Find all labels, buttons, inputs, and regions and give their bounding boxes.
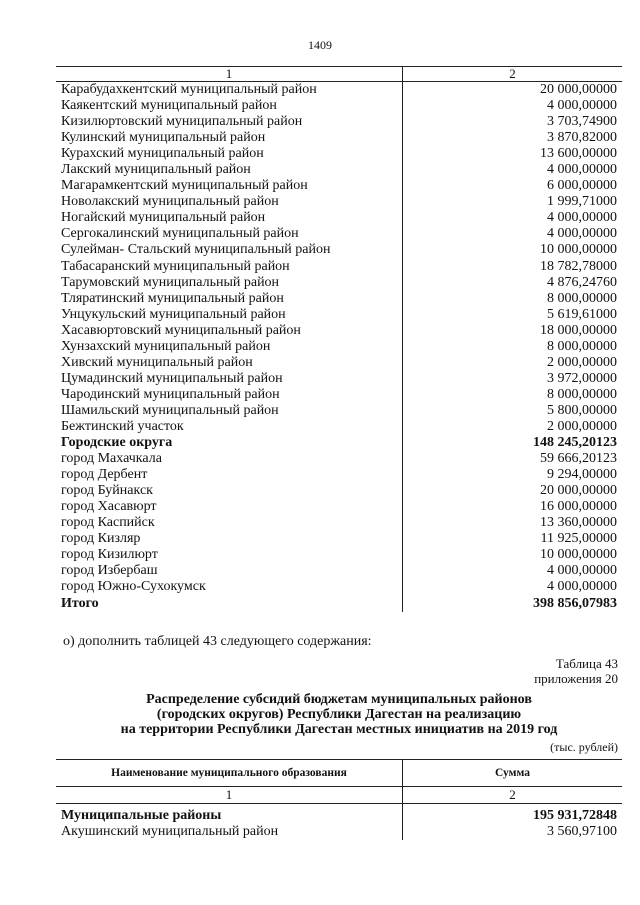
table-row (56, 804, 622, 825)
municipality-name: Кизилюртовский муниципальный район (61, 114, 303, 130)
column-number-row (56, 67, 622, 82)
subsidy-amount: 1 999,71000 (403, 194, 623, 210)
subsidy-amount: 18 782,78000 (403, 259, 623, 275)
subsidy-amount: 5 800,00000 (403, 403, 623, 419)
municipality-name: Унцукульский муниципальный район (61, 306, 286, 322)
table-row (56, 531, 622, 547)
subsidy-amount: 6 000,00000 (403, 178, 623, 194)
table-row (56, 130, 622, 146)
table-row (56, 596, 622, 612)
column-number-row (56, 787, 622, 804)
table-row (56, 162, 622, 178)
municipality-name: Цумадинский муниципальный район (61, 370, 283, 386)
municipality-name: город Хасавюрт (61, 499, 157, 515)
municipality-name: Акушинский муниципальный район (61, 824, 279, 840)
municipality-name: Тляратинский муниципальный район (61, 290, 284, 306)
table-row (56, 259, 622, 275)
subsidy-amount: 13 600,00000 (403, 146, 623, 162)
table-number: Таблица 43 (555, 656, 618, 671)
table-row (56, 146, 622, 162)
column-title-row (56, 760, 622, 787)
municipality-name: Шамильский муниципальный район (61, 402, 279, 418)
subsidy-table-43 (56, 759, 622, 840)
table-row (56, 194, 622, 210)
municipality-name: Курахский муниципальный район (61, 146, 264, 162)
table-row (56, 483, 622, 499)
table-row (56, 579, 622, 595)
table-row (56, 515, 622, 531)
subsidy-amount: 18 000,00000 (403, 323, 623, 339)
subsidy-amount: 3 870,82000 (403, 130, 623, 146)
subsidy-amount: 4 000,00000 (403, 579, 623, 595)
column-title-sum: Сумма (403, 760, 623, 787)
municipality-name: Ногайский муниципальный район (61, 210, 266, 226)
municipality-name: Магарамкентский муниципальный район (61, 178, 308, 194)
subsidy-amount: 195 931,72848 (403, 804, 623, 825)
municipality-name: город Буйнакск (61, 483, 153, 499)
table-row (56, 563, 622, 579)
table-title (56, 692, 622, 737)
subsidy-amount: 2 000,00000 (403, 355, 623, 371)
table-row (56, 82, 622, 99)
subsidy-amount: 11 925,00000 (403, 531, 623, 547)
table-row (56, 467, 622, 483)
table-title-line: Распределение субсидий бюджетам муниципальных районов (146, 692, 532, 707)
subsidy-amount: 4 000,00000 (403, 98, 623, 114)
table-row (56, 387, 622, 403)
units-label: (тыс. рублей) (550, 740, 618, 754)
table-row (56, 435, 622, 451)
subsidy-amount: 4 876,24760 (403, 275, 623, 291)
subsidy-amount: 4 000,00000 (403, 210, 623, 226)
table-row (56, 291, 622, 307)
column-title-name: Наименование муниципального образования (56, 760, 403, 787)
subsidy-amount: 20 000,00000 (403, 483, 623, 499)
column-number-2: 2 (403, 67, 623, 82)
table-row (56, 242, 622, 258)
table-row (56, 824, 622, 840)
subsidy-amount: 8 000,00000 (403, 387, 623, 403)
table-annex-label (534, 656, 618, 686)
table-row (56, 210, 622, 226)
municipality-name: Табасаранский муниципальный район (61, 258, 290, 274)
subsidy-amount: 4 000,00000 (403, 226, 623, 242)
municipality-name: город Избербаш (61, 563, 158, 579)
table-row (56, 98, 622, 114)
municipality-name: Хасавюртовский муниципальный район (61, 322, 301, 338)
municipality-name: город Махачкала (61, 451, 162, 467)
municipality-name: Чародинский муниципальный район (61, 386, 280, 402)
municipality-name: Хивский муниципальный район (61, 354, 253, 370)
subsidy-amount: 9 294,00000 (403, 467, 623, 483)
table-row (56, 419, 622, 435)
subsidy-amount: 8 000,00000 (403, 291, 623, 307)
table-row (56, 339, 622, 355)
municipality-name: Хунзахский муниципальный район (61, 338, 271, 354)
subsidy-amount: 148 245,20123 (403, 435, 623, 451)
subsidy-amount: 59 666,20123 (403, 451, 623, 467)
table-row (56, 307, 622, 323)
subsidy-amount: 16 000,00000 (403, 499, 623, 515)
subsidy-amount: 10 000,00000 (403, 547, 623, 563)
subsidy-amount: 4 000,00000 (403, 563, 623, 579)
table-row (56, 226, 622, 242)
municipality-name: Новолакский муниципальный район (61, 194, 279, 210)
subsidy-amount: 2 000,00000 (403, 419, 623, 435)
column-number-1: 1 (56, 67, 403, 82)
municipality-name: Итого (61, 595, 99, 611)
subsidy-amount: 13 360,00000 (403, 515, 623, 531)
table-row (56, 451, 622, 467)
municipality-name: Муниципальные районы (61, 808, 222, 823)
municipality-name: Бежтинский участок (61, 418, 184, 434)
municipality-name: Каякентский муниципальный район (61, 98, 277, 114)
table-row (56, 114, 622, 130)
table-row (56, 275, 622, 291)
municipality-name: город Кизляр (61, 531, 141, 547)
subsidy-amount: 3 560,97100 (403, 824, 623, 840)
subsidy-amount: 8 000,00000 (403, 339, 623, 355)
municipality-name: город Каспийск (61, 515, 155, 531)
table-title-line: на территории Республики Дагестан местных инициатив на 2019 год (120, 722, 558, 737)
amendment-note: о) дополнить таблицей 43 следующего содержания: (63, 634, 372, 649)
appendix-number: приложения 20 (534, 671, 618, 686)
municipality-name: город Кизилюрт (61, 547, 158, 563)
municipality-name: Кулинский муниципальный район (61, 130, 266, 146)
table-row (56, 547, 622, 563)
subsidy-amount: 398 856,07983 (403, 596, 623, 612)
municipality-name: Городские округа (61, 435, 173, 451)
municipality-name: Сергокалинский муниципальный район (61, 226, 299, 242)
subsidy-table-continued (56, 66, 622, 612)
table-title-line: (городских округов) Республики Дагестан на реализацию (156, 707, 522, 722)
subsidy-amount: 3 972,00000 (403, 371, 623, 387)
table-row (56, 403, 622, 419)
municipality-name: Сулейман- Стальский муниципальный район (61, 242, 331, 258)
municipality-name: город Южно-Сухокумск (61, 579, 206, 595)
page-number: 1409 (308, 38, 332, 52)
municipality-name: Карабудахкентский муниципальный район (61, 82, 317, 97)
table-row (56, 499, 622, 515)
subsidy-amount: 5 619,61000 (403, 307, 623, 323)
column-number-2: 2 (403, 787, 623, 804)
column-number-1: 1 (56, 787, 403, 804)
table-row (56, 355, 622, 371)
table-row (56, 178, 622, 194)
table-row (56, 371, 622, 387)
subsidy-amount: 10 000,00000 (403, 242, 623, 258)
table-row (56, 323, 622, 339)
subsidy-amount: 4 000,00000 (403, 162, 623, 178)
subsidy-amount: 20 000,00000 (403, 82, 623, 99)
municipality-name: город Дербент (61, 467, 148, 483)
municipality-name: Тарумовский муниципальный район (61, 274, 280, 290)
subsidy-amount: 3 703,74900 (403, 114, 623, 130)
municipality-name: Лакский муниципальный район (61, 162, 251, 178)
